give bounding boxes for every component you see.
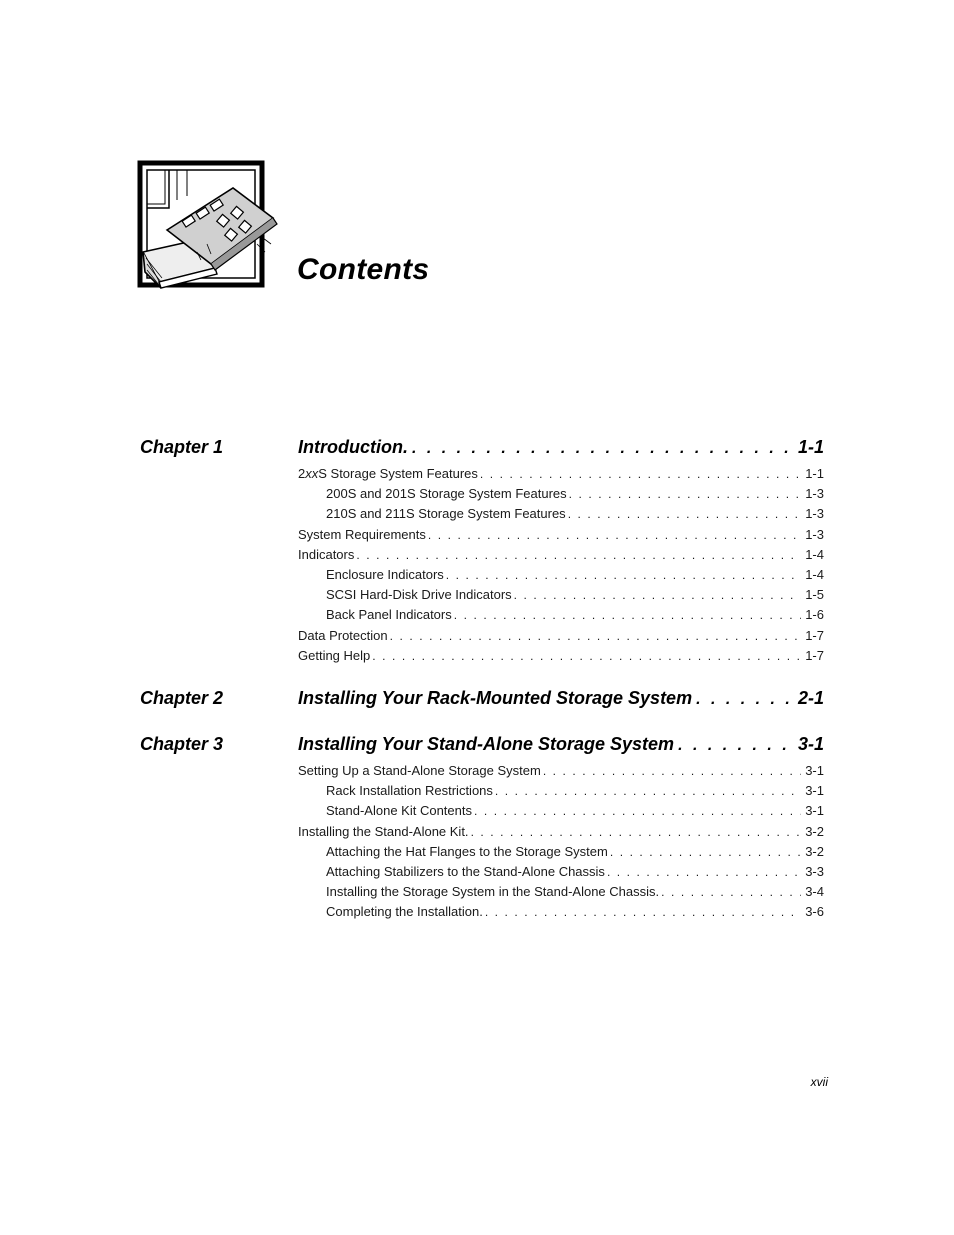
toc-entry-page: 3-2 — [805, 843, 824, 859]
dot-leader — [514, 588, 802, 602]
page-number: xvii — [810, 1075, 828, 1089]
dot-leader — [607, 865, 801, 879]
chapter-title-row[interactable] — [298, 734, 824, 755]
toc-entry-text: Installing the Storage System in the Stand-Alone Chassis. — [326, 884, 660, 900]
dot-leader — [412, 440, 790, 458]
toc-entry-page: 1-4 — [805, 546, 824, 562]
toc-entry[interactable] — [326, 567, 824, 582]
toc-entry-page: 3-1 — [805, 763, 824, 778]
toc-entry-page: 3-4 — [805, 884, 824, 900]
toc-entry-text: Back Panel Indicators — [326, 607, 452, 623]
toc-entry[interactable] — [326, 864, 824, 879]
toc-entry[interactable] — [326, 783, 824, 798]
toc-entry-text: Completing the Installation. — [326, 904, 483, 920]
toc-entry-page: 1-3 — [805, 486, 824, 502]
toc-entry[interactable] — [298, 648, 824, 663]
dot-leader — [485, 905, 801, 919]
toc-entry-text: 210S and 211S Storage System Features — [326, 506, 566, 522]
toc-entry-text: Setting Up a Stand-Alone Storage System — [298, 763, 541, 778]
toc-entry-page: 3-2 — [805, 823, 824, 839]
toc-entry-text: 2xxS Storage System Features — [298, 466, 478, 481]
toc-entry[interactable] — [298, 824, 824, 839]
dot-leader — [428, 528, 801, 542]
dot-leader — [454, 608, 801, 622]
toc-entry[interactable] — [298, 763, 824, 778]
toc-entry[interactable] — [326, 506, 824, 521]
toc-entry[interactable] — [298, 527, 824, 542]
toc-entry-text: Attaching the Hat Flanges to the Storage System — [326, 843, 608, 859]
toc-entry-page: 1-1 — [805, 466, 824, 481]
chapter-label: Chapter 1 — [140, 437, 224, 457]
dot-leader — [390, 629, 802, 643]
toc-entry-text: SCSI Hard-Disk Drive Indicators — [326, 587, 512, 603]
chapter-page-number: 2-1 — [797, 688, 824, 708]
dot-leader — [372, 649, 801, 663]
toc-entry[interactable] — [298, 466, 824, 481]
toc-entry-page: 3-6 — [805, 904, 824, 920]
toc-entry-page: 1-7 — [805, 627, 824, 643]
toc-entry[interactable] — [326, 904, 824, 919]
dot-leader — [474, 804, 801, 818]
toc-entry-page: 1-4 — [805, 567, 824, 582]
chapter-title-row[interactable] — [298, 437, 824, 458]
chapter-title: Installing Your Stand-Alone Storage System — [298, 734, 675, 754]
toc-entry[interactable] — [326, 607, 824, 622]
chapter-title: Installing Your Rack-Mounted Storage System — [298, 688, 693, 708]
toc-entry-text: Getting Help — [298, 647, 371, 663]
dot-leader — [543, 764, 801, 778]
toc-entry-text: Enclosure Indicators — [326, 567, 444, 582]
dot-leader — [678, 737, 790, 755]
chapter-title-row[interactable] — [298, 688, 824, 709]
toc-entry-text: System Requirements — [298, 526, 426, 542]
dot-leader — [446, 568, 801, 582]
toc-entry[interactable] — [326, 587, 824, 602]
toc-entry-page: 1-6 — [805, 607, 824, 623]
toc-entry-page: 3-1 — [805, 783, 824, 799]
chapter-title: Introduction. — [298, 437, 408, 457]
toc-entry[interactable] — [298, 628, 824, 643]
toc-entry-page: 3-1 — [805, 803, 824, 819]
book-circuit-card-icon — [137, 160, 279, 292]
dot-leader — [661, 885, 801, 899]
chapter-label: Chapter 3 — [140, 734, 224, 754]
dot-leader — [495, 784, 801, 798]
dot-leader — [696, 691, 790, 709]
toc-entry-text: Indicators — [298, 546, 355, 562]
dot-leader — [356, 548, 801, 562]
dot-leader — [471, 825, 802, 839]
page-title: Contents — [297, 253, 430, 286]
chapter-label: Chapter 2 — [140, 688, 224, 708]
dot-leader — [568, 507, 802, 521]
toc-entry-page: 1-7 — [805, 647, 824, 663]
dot-leader — [610, 845, 801, 859]
toc-entry-page: 1-5 — [805, 587, 824, 603]
toc-entry[interactable] — [326, 844, 824, 859]
chapter-page-number: 3-1 — [797, 734, 824, 754]
toc-entry-text: Rack Installation Restrictions — [326, 783, 493, 799]
toc-entry-text: Data Protection — [298, 627, 388, 643]
toc-entry-page: 1-3 — [805, 506, 824, 522]
toc-entry-page: 1-3 — [805, 526, 824, 542]
toc-entry-text: Stand-Alone Kit Contents — [326, 803, 472, 819]
toc-entry[interactable] — [326, 486, 824, 501]
toc-entry[interactable] — [298, 547, 824, 562]
toc-entry-text: Installing the Stand-Alone Kit. — [298, 823, 469, 839]
toc-entry-page: 3-3 — [805, 864, 824, 879]
dot-leader — [569, 487, 802, 501]
toc-entry-text: 200S and 201S Storage System Features — [326, 486, 567, 502]
chapter-page-number: 1-1 — [797, 437, 824, 457]
toc-entry[interactable] — [326, 803, 824, 818]
dot-leader — [480, 467, 801, 481]
toc-entry-text: Attaching Stabilizers to the Stand-Alone Chassis — [326, 864, 605, 879]
toc-entry[interactable] — [326, 884, 824, 899]
